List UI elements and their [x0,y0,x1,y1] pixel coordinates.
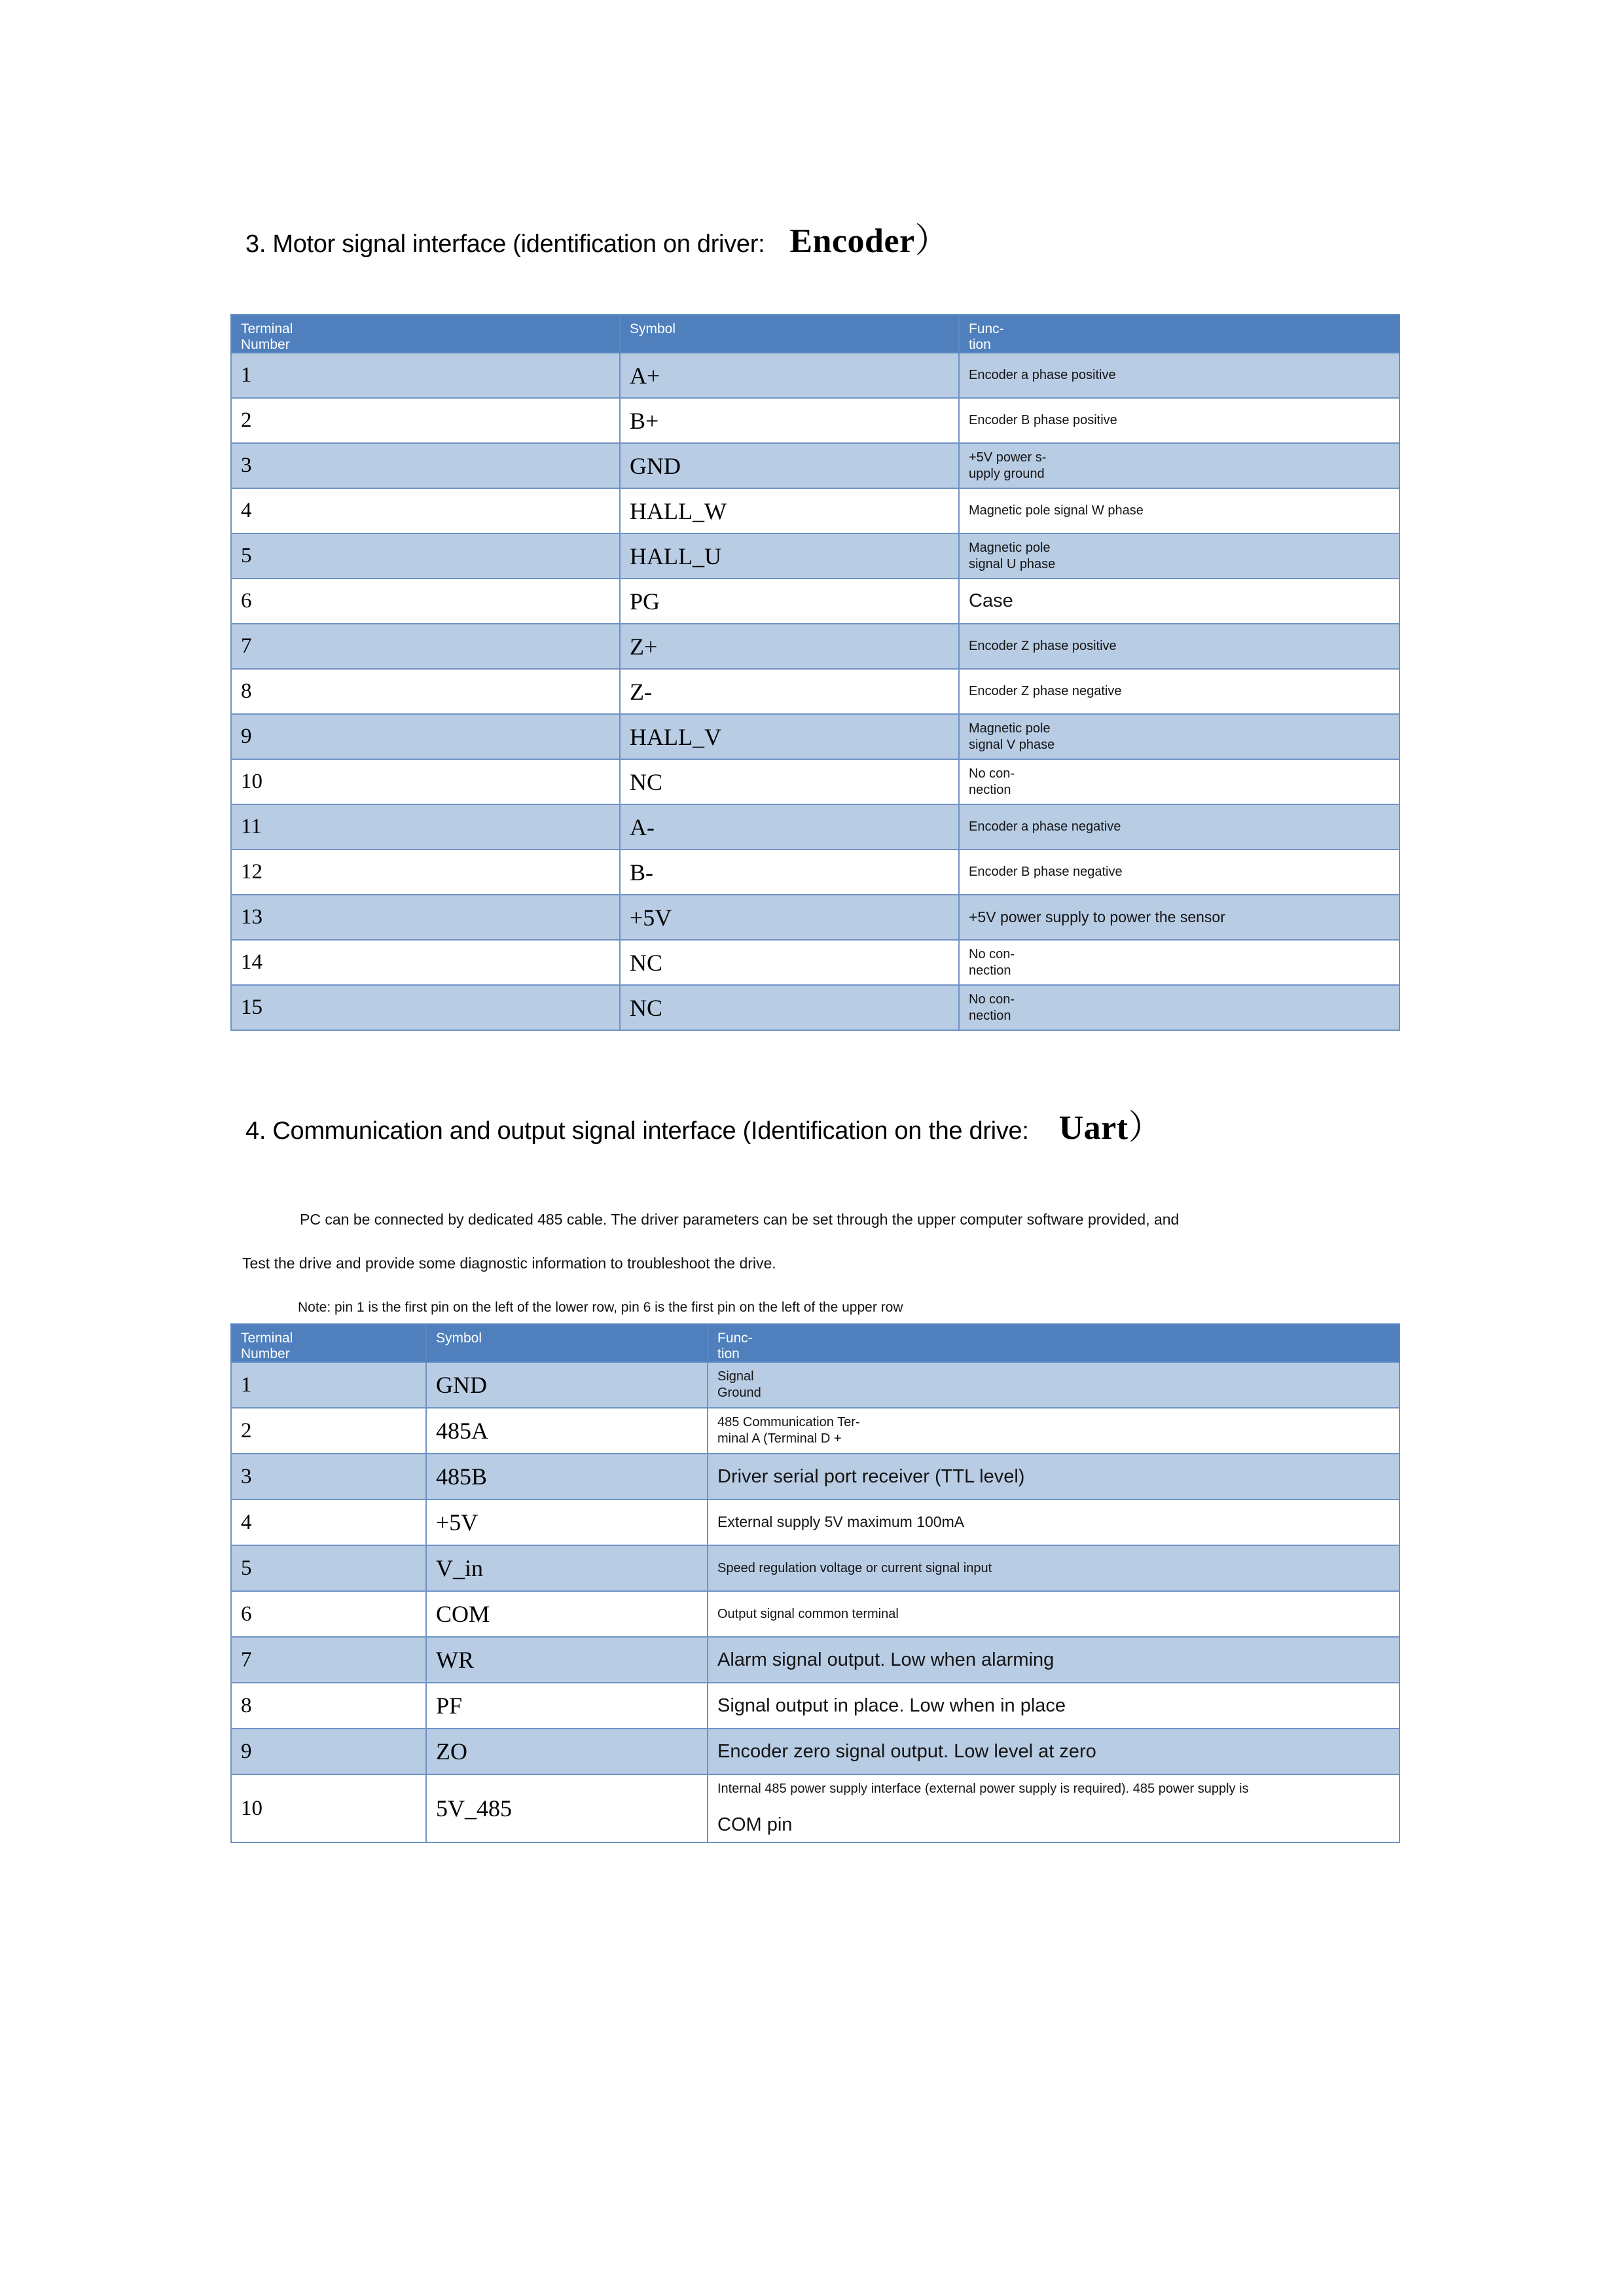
encoder-function [959,804,1399,850]
uart-function-line [717,1797,1390,1814]
encoder-terminal-number [231,398,620,443]
table-row [231,579,1399,624]
uart-terminal-number [231,1499,426,1545]
encoder-function [959,398,1399,443]
uart-terminal-number [231,1729,426,1774]
encoder-function-line: nection [969,782,1011,797]
table-row [231,1774,1399,1842]
uart-terminal-number-value: 1 [241,1372,252,1397]
encoder-symbol-value: B- [630,859,653,886]
encoder-symbol [620,624,959,669]
paragraph-test-drive: Test the drive and provide some diagnostic information to troubleshoot the drive. [242,1255,776,1272]
encoder-table-head [231,315,1399,353]
table-row [231,398,1399,443]
encoder-terminal-number-value: 3 [241,454,252,478]
uart-terminal-number-value: 9 [241,1739,252,1763]
uart-header-terminal [231,1324,426,1362]
table-row [231,1408,1399,1454]
encoder-function [959,759,1399,804]
uart-symbol-value: 485B [436,1463,488,1490]
encoder-function-line: Magnetic pole [969,540,1051,555]
encoder-terminal-number-value: 12 [241,860,262,884]
section-3-title-text: 3. Motor signal interface (identification on driver: [245,230,765,258]
encoder-symbol-value: Z- [630,678,652,705]
encoder-function [959,443,1399,488]
table-row [231,533,1399,579]
encoder-terminal-number [231,714,620,759]
encoder-symbol [620,940,959,985]
encoder-function [959,488,1399,533]
encoder-symbol-value: B+ [630,407,659,434]
uart-symbol-value: ZO [436,1738,467,1765]
uart-function [708,1362,1399,1408]
uart-header-terminal-line1: Terminal [241,1331,293,1346]
uart-function [708,1454,1399,1499]
table-row [231,669,1399,714]
uart-header-function [708,1324,1399,1362]
encoder-function-line: Encoder B phase positive [969,413,1117,428]
uart-terminal-number-value: 8 [241,1693,252,1717]
encoder-header-terminal [231,315,620,353]
encoder-function-line: Encoder a phase positive [969,368,1116,383]
uart-function [708,1591,1399,1637]
uart-symbol-value: +5V [436,1509,478,1536]
encoder-terminal-number [231,985,620,1030]
encoder-header-terminal-line2: Number [241,336,290,352]
uart-function [708,1408,1399,1454]
encoder-symbol [620,895,959,940]
encoder-terminal-number [231,488,620,533]
encoder-symbol-value: NC [630,949,663,976]
uart-terminal-number [231,1408,426,1454]
encoder-symbol [620,488,959,533]
uart-terminal-number-value: 5 [241,1556,252,1580]
section-4-driver-tag: Uart [1058,1109,1128,1147]
encoder-function-line: Magnetic pole signal W phase [969,503,1144,518]
encoder-symbol-value: Z+ [630,633,658,660]
encoder-terminal-number-value: 6 [241,589,252,613]
uart-symbol [426,1637,708,1683]
encoder-function [959,895,1399,940]
uart-header-terminal-line2: Number [241,1346,290,1361]
uart-header-function-line2: tion [717,1346,740,1361]
encoder-function-line: nection [969,1008,1011,1023]
uart-table-body [231,1362,1399,1842]
paragraph-pc-connection: PC can be connected by dedicated 485 cable. The driver parameters can be set through the upper computer software provided, and [300,1211,1180,1228]
uart-symbol [426,1499,708,1545]
section-3-closing-paren: ） [914,222,949,260]
table-row [231,488,1399,533]
encoder-symbol [620,985,959,1030]
encoder-terminal-number-value: 7 [241,634,252,658]
encoder-function-line: Encoder Z phase negative [969,684,1122,699]
uart-symbol-value: PF [436,1693,463,1719]
uart-terminal-number-value: 10 [241,1796,262,1820]
table-row [231,804,1399,850]
encoder-function-line: No con- [969,766,1015,781]
encoder-terminal-number [231,579,620,624]
uart-header-row [231,1324,1399,1362]
encoder-terminal-number [231,669,620,714]
uart-symbol [426,1408,708,1454]
uart-function-line: 485 Communication Ter- [717,1415,860,1430]
uart-function-line: COM pin [717,1814,793,1835]
encoder-function [959,714,1399,759]
encoder-header-terminal-line1: Terminal [241,321,293,336]
uart-symbol [426,1545,708,1591]
encoder-signal-table [230,314,1400,1031]
encoder-terminal-number [231,804,620,850]
encoder-terminal-number [231,353,620,398]
table-row [231,985,1399,1030]
uart-terminal-number [231,1545,426,1591]
encoder-terminal-number [231,443,620,488]
uart-terminal-number [231,1591,426,1637]
uart-function [708,1637,1399,1683]
encoder-function-line: Encoder Z phase positive [969,639,1117,654]
table-row [231,1545,1399,1591]
encoder-function [959,669,1399,714]
encoder-header-function-line1: Func- [969,321,1004,336]
encoder-function-line: upply ground [969,466,1045,481]
encoder-symbol [620,398,959,443]
uart-symbol-value: 5V_485 [436,1795,512,1822]
encoder-function [959,353,1399,398]
encoder-function-line: No con- [969,992,1015,1007]
encoder-terminal-number-value: 11 [241,815,262,839]
encoder-header-symbol [620,315,959,353]
uart-symbol-value: COM [436,1601,490,1628]
encoder-symbol-value: HALL_V [630,723,721,750]
uart-symbol-value: GND [436,1372,487,1399]
encoder-symbol [620,579,959,624]
table-row [231,714,1399,759]
encoder-symbol-value: GND [630,452,681,479]
uart-symbol-value: V_in [436,1555,483,1582]
encoder-header-function-line2: tion [969,336,991,352]
encoder-table-body [231,353,1399,1030]
table-row [231,624,1399,669]
encoder-function-line: Encoder B phase negative [969,865,1123,880]
uart-header-symbol [426,1324,708,1362]
encoder-function [959,985,1399,1030]
uart-symbol [426,1729,708,1774]
encoder-function-line: +5V power supply to power the sensor [969,908,1225,925]
encoder-function-line: No con- [969,946,1015,961]
encoder-symbol-value: +5V [630,904,672,931]
encoder-symbol [620,759,959,804]
encoder-terminal-number-value: 5 [241,544,252,568]
uart-symbol [426,1454,708,1499]
uart-symbol-value: WR [436,1647,474,1674]
uart-terminal-number [231,1362,426,1408]
encoder-function-line: Magnetic pole [969,721,1051,736]
table-row [231,1729,1399,1774]
section-4-closing-paren: ） [1128,1109,1163,1147]
encoder-terminal-number [231,759,620,804]
uart-function [708,1774,1399,1842]
table-row [231,1454,1399,1499]
encoder-symbol [620,353,959,398]
uart-function-line: Speed regulation voltage or current signal input [717,1560,992,1575]
encoder-function [959,940,1399,985]
uart-function-line: External supply 5V maximum 100mA [717,1513,965,1531]
encoder-terminal-number-value: 8 [241,679,252,704]
uart-terminal-number [231,1774,426,1842]
table-row [231,353,1399,398]
table-row [231,895,1399,940]
uart-terminal-number-value: 7 [241,1647,252,1672]
encoder-terminal-number [231,940,620,985]
encoder-terminal-number [231,533,620,579]
section-3-driver-tag: Encoder [789,223,915,260]
encoder-function-line: signal V phase [969,737,1055,752]
table-row [231,1591,1399,1637]
table-row [231,850,1399,895]
table-row [231,443,1399,488]
encoder-symbol-value: HALL_W [630,497,727,524]
encoder-symbol [620,804,959,850]
table-row [231,759,1399,804]
uart-function [708,1545,1399,1591]
encoder-terminal-number-value: 2 [241,408,252,433]
section-4-title-text: 4. Communication and output signal interface (Identification on the drive: [245,1117,1029,1145]
encoder-terminal-number-value: 14 [241,950,262,975]
section-3-heading [245,213,949,262]
uart-terminal-number-value: 3 [241,1464,252,1488]
encoder-terminal-number [231,624,620,669]
encoder-header-function [959,315,1399,353]
encoder-function-line: +5V power s- [969,450,1047,465]
uart-function-line: Output signal common terminal [717,1606,899,1621]
uart-function [708,1499,1399,1545]
uart-terminal-number-value: 6 [241,1602,252,1626]
table-row [231,940,1399,985]
uart-signal-table [230,1323,1400,1843]
uart-function-line: Signal [717,1369,754,1384]
encoder-symbol-value: HALL_U [630,543,721,569]
encoder-terminal-number [231,850,620,895]
encoder-function [959,850,1399,895]
uart-function-line: minal A (Terminal D + [717,1431,842,1446]
encoder-symbol-value: NC [630,768,663,795]
uart-symbol [426,1683,708,1729]
uart-function [708,1729,1399,1774]
encoder-terminal-number-value: 4 [241,499,252,523]
encoder-terminal-number [231,895,620,940]
encoder-terminal-number-value: 9 [241,725,252,749]
encoder-symbol [620,714,959,759]
encoder-header-symbol-label: Symbol [630,321,676,336]
encoder-function-line: Encoder a phase negative [969,819,1121,834]
encoder-function [959,533,1399,579]
encoder-symbol [620,443,959,488]
section-4-heading [245,1100,1163,1149]
encoder-symbol-value: PG [630,588,660,615]
uart-function-line: Ground [717,1386,761,1401]
uart-terminal-number [231,1637,426,1683]
uart-function-line: Driver serial port receiver (TTL level) [717,1465,1025,1487]
encoder-terminal-number-value: 13 [241,905,262,929]
encoder-symbol [620,850,959,895]
uart-header-function-line1: Func- [717,1331,753,1346]
uart-terminal-number [231,1454,426,1499]
table-row [231,1362,1399,1408]
uart-table-head [231,1324,1399,1362]
encoder-function-line: signal U phase [969,556,1056,571]
table-row [231,1499,1399,1545]
uart-function-line: Signal output in place. Low when in place [717,1695,1066,1716]
table-row [231,1683,1399,1729]
uart-function-line: Alarm signal output. Low when alarming [717,1649,1055,1670]
uart-symbol [426,1591,708,1637]
encoder-function-line: nection [969,963,1011,978]
paragraph-pin-note: Note: pin 1 is the first pin on the left of the lower row, pin 6 is the first pin on the left of the upper row [298,1300,903,1315]
uart-function [708,1683,1399,1729]
encoder-terminal-number-value: 10 [241,770,262,794]
uart-symbol-value: 485A [436,1418,488,1444]
uart-terminal-number-value: 4 [241,1510,252,1534]
encoder-function [959,624,1399,669]
encoder-symbol-value: A+ [630,362,660,389]
encoder-symbol-value: A- [630,814,655,840]
uart-symbol [426,1362,708,1408]
uart-terminal-number [231,1683,426,1729]
encoder-function-line: Case [969,590,1013,612]
encoder-function [959,579,1399,624]
encoder-symbol [620,533,959,579]
encoder-terminal-number-value: 1 [241,363,252,387]
uart-function-line: Internal 485 power supply interface (external power supply is required). 485 power supply is [717,1781,1249,1796]
uart-terminal-number-value: 2 [241,1418,252,1443]
encoder-symbol [620,669,959,714]
uart-symbol [426,1774,708,1842]
uart-header-symbol-label: Symbol [436,1331,482,1346]
encoder-header-row [231,315,1399,353]
table-row [231,1637,1399,1683]
uart-function-line: Encoder zero signal output. Low level at zero [717,1740,1096,1762]
encoder-symbol-value: NC [630,994,663,1021]
encoder-terminal-number-value: 15 [241,996,262,1020]
